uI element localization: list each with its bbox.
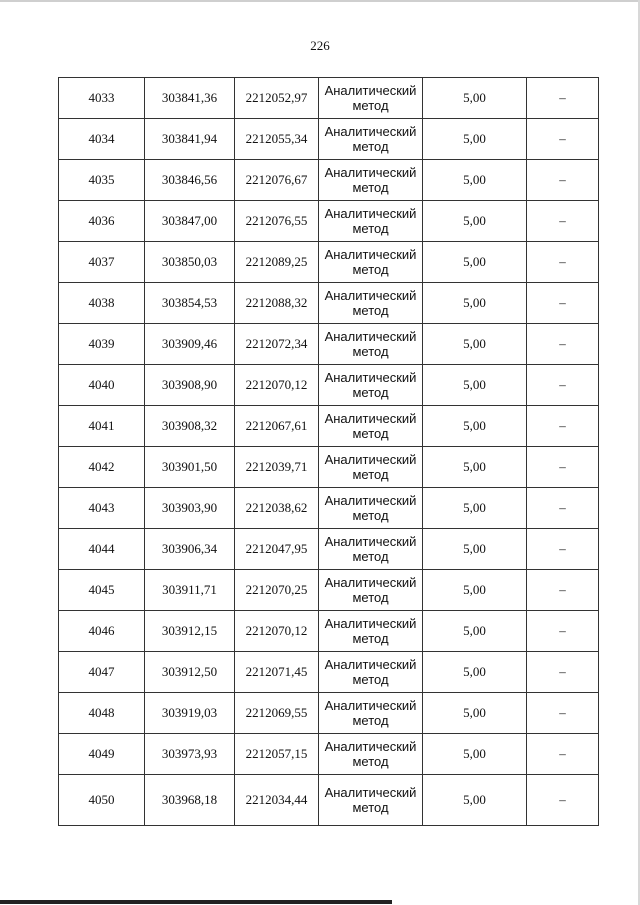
method-text-line: Аналитический [324,329,417,344]
point-number-cell: 4035 [59,160,145,201]
point-number-cell: 4047 [59,652,145,693]
y-coordinate-cell: 2212052,97 [235,78,319,119]
table-row [59,160,599,201]
y-coordinate-cell: 2212034,44 [235,775,319,826]
method-text-line: Аналитический [324,785,417,800]
note-cell: – [527,611,599,652]
page-number: 226 [310,38,330,53]
table-row [59,119,599,160]
method-cell [319,78,423,119]
method-text-line: метод [352,180,389,195]
note-cell: – [527,652,599,693]
note-cell: – [527,406,599,447]
point-number-cell: 4038 [59,283,145,324]
x-coordinate-cell: 303908,32 [145,406,235,447]
x-coordinate-cell: 303850,03 [145,242,235,283]
y-coordinate-cell: 2212047,95 [235,529,319,570]
table-row [59,693,599,734]
method-cell [319,160,423,201]
x-coordinate-cell: 303854,53 [145,283,235,324]
x-coordinate-cell: 303912,15 [145,611,235,652]
accuracy-cell: 5,00 [423,652,527,693]
method-text-line: метод [352,631,389,646]
table-row [59,488,599,529]
note-cell: – [527,283,599,324]
method-text-line: Аналитический [324,124,417,139]
method-cell [319,406,423,447]
y-coordinate-cell: 2212057,15 [235,734,319,775]
accuracy-cell: 5,00 [423,570,527,611]
table-row [59,283,599,324]
method-text-line: метод [352,262,389,277]
method-cell [319,324,423,365]
method-text-line: Аналитический [324,534,417,549]
y-coordinate-cell: 2212070,12 [235,611,319,652]
accuracy-cell: 5,00 [423,488,527,529]
method-cell [319,201,423,242]
point-number-cell: 4049 [59,734,145,775]
method-cell [319,283,423,324]
y-coordinate-cell: 2212067,61 [235,406,319,447]
x-coordinate-cell: 303846,56 [145,160,235,201]
note-cell: – [527,365,599,406]
method-text-line: Аналитический [324,247,417,262]
table-row [59,611,599,652]
table-row [59,570,599,611]
note-cell: – [527,242,599,283]
coordinates-table-body [59,78,599,826]
x-coordinate-cell: 303903,90 [145,488,235,529]
method-cell [319,242,423,283]
table-row [59,406,599,447]
y-coordinate-cell: 2212088,32 [235,283,319,324]
method-text-line: метод [352,139,389,154]
point-number-cell: 4036 [59,201,145,242]
method-text-line: Аналитический [324,452,417,467]
method-text-line: метод [352,590,389,605]
method-text-line: метод [352,467,389,482]
method-cell [319,529,423,570]
method-text-line: Аналитический [324,411,417,426]
accuracy-cell: 5,00 [423,734,527,775]
point-number-cell: 4045 [59,570,145,611]
y-coordinate-cell: 2212076,67 [235,160,319,201]
method-cell [319,775,423,826]
method-cell [319,570,423,611]
method-text-line: Аналитический [324,657,417,672]
y-coordinate-cell: 2212072,34 [235,324,319,365]
method-text-line: метод [352,800,389,815]
method-cell [319,447,423,488]
method-cell [319,611,423,652]
table-row [59,734,599,775]
point-number-cell: 4039 [59,324,145,365]
table-row [59,324,599,365]
page-top-edge [0,0,640,2]
x-coordinate-cell: 303841,36 [145,78,235,119]
table-row [59,529,599,570]
note-cell: – [527,447,599,488]
y-coordinate-cell: 2212038,62 [235,488,319,529]
note-cell: – [527,734,599,775]
point-number-cell: 4041 [59,406,145,447]
point-number-cell: 4050 [59,775,145,826]
method-cell [319,488,423,529]
accuracy-cell: 5,00 [423,119,527,160]
table-row [59,78,599,119]
table-row [59,201,599,242]
x-coordinate-cell: 303901,50 [145,447,235,488]
y-coordinate-cell: 2212039,71 [235,447,319,488]
method-text-line: метод [352,344,389,359]
method-cell [319,734,423,775]
accuracy-cell: 5,00 [423,242,527,283]
accuracy-cell: 5,00 [423,529,527,570]
point-number-cell: 4048 [59,693,145,734]
table-row [59,447,599,488]
point-number-cell: 4043 [59,488,145,529]
x-coordinate-cell: 303909,46 [145,324,235,365]
x-coordinate-cell: 303912,50 [145,652,235,693]
method-text-line: метод [352,549,389,564]
method-text-line: метод [352,221,389,236]
method-text-line: Аналитический [324,493,417,508]
x-coordinate-cell: 303919,03 [145,693,235,734]
note-cell: – [527,201,599,242]
method-text-line: метод [352,98,389,113]
method-text-line: метод [352,426,389,441]
y-coordinate-cell: 2212070,12 [235,365,319,406]
method-text-line: Аналитический [324,370,417,385]
x-coordinate-cell: 303908,90 [145,365,235,406]
table-row [59,365,599,406]
point-number-cell: 4044 [59,529,145,570]
accuracy-cell: 5,00 [423,324,527,365]
y-coordinate-cell: 2212055,34 [235,119,319,160]
method-text-line: Аналитический [324,288,417,303]
point-number-cell: 4033 [59,78,145,119]
point-number-cell: 4037 [59,242,145,283]
accuracy-cell: 5,00 [423,78,527,119]
note-cell: – [527,693,599,734]
note-cell: – [527,488,599,529]
method-text-line: Аналитический [324,739,417,754]
method-text-line: метод [352,385,389,400]
note-cell: – [527,570,599,611]
table-row [59,652,599,693]
method-cell [319,693,423,734]
table-row [59,242,599,283]
y-coordinate-cell: 2212076,55 [235,201,319,242]
page-bottom-rule [0,900,392,904]
method-text-line: Аналитический [324,575,417,590]
method-text-line: Аналитический [324,698,417,713]
method-text-line: метод [352,303,389,318]
table-row [59,775,599,826]
method-text-line: Аналитический [324,616,417,631]
accuracy-cell: 5,00 [423,775,527,826]
y-coordinate-cell: 2212070,25 [235,570,319,611]
note-cell: – [527,775,599,826]
y-coordinate-cell: 2212089,25 [235,242,319,283]
method-cell [319,365,423,406]
method-text-line: метод [352,508,389,523]
x-coordinate-cell: 303911,71 [145,570,235,611]
note-cell: – [527,119,599,160]
y-coordinate-cell: 2212071,45 [235,652,319,693]
accuracy-cell: 5,00 [423,365,527,406]
point-number-cell: 4040 [59,365,145,406]
x-coordinate-cell: 303973,93 [145,734,235,775]
accuracy-cell: 5,00 [423,160,527,201]
y-coordinate-cell: 2212069,55 [235,693,319,734]
method-text-line: метод [352,754,389,769]
method-text-line: Аналитический [324,83,417,98]
accuracy-cell: 5,00 [423,201,527,242]
accuracy-cell: 5,00 [423,406,527,447]
x-coordinate-cell: 303847,00 [145,201,235,242]
method-cell [319,652,423,693]
method-text-line: метод [352,713,389,728]
accuracy-cell: 5,00 [423,283,527,324]
point-number-cell: 4034 [59,119,145,160]
accuracy-cell: 5,00 [423,693,527,734]
x-coordinate-cell: 303968,18 [145,775,235,826]
note-cell: – [527,160,599,201]
accuracy-cell: 5,00 [423,611,527,652]
point-number-cell: 4046 [59,611,145,652]
method-text-line: Аналитический [324,165,417,180]
method-cell [319,119,423,160]
method-text-line: Аналитический [324,206,417,221]
note-cell: – [527,324,599,365]
point-number-cell: 4042 [59,447,145,488]
x-coordinate-cell: 303841,94 [145,119,235,160]
note-cell: – [527,78,599,119]
method-text-line: метод [352,672,389,687]
note-cell: – [527,529,599,570]
x-coordinate-cell: 303906,34 [145,529,235,570]
accuracy-cell: 5,00 [423,447,527,488]
coordinates-table [58,77,599,826]
